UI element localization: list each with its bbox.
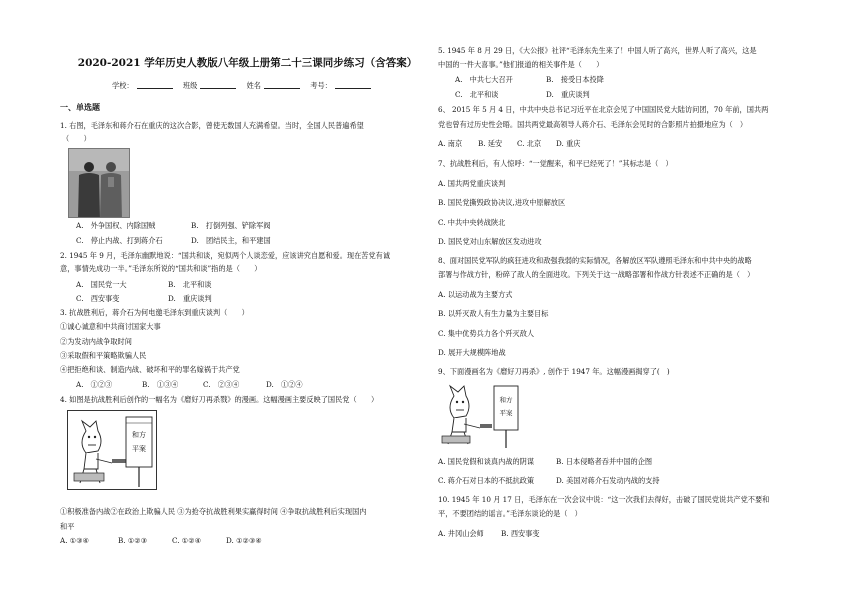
q5-option-d[interactable]: D. 重庆谈判 <box>546 90 590 99</box>
q1-stem: 1. 右图，毛泽东和蒋介石在重庆的这次合影，曾使无数国人充满希望。当时，全国人民普遍希望 <box>60 121 364 130</box>
q6-stem: 6、 2015 年 5 月 4 日，中共中央总书记习近平在北京会见了中国国民党大陆访问团，70 年前，国共两 <box>438 105 769 114</box>
school-label: 学校： <box>112 81 134 90</box>
exam-no-blank[interactable] <box>335 88 371 89</box>
q4-option-a[interactable]: A. ①③④ <box>60 536 90 545</box>
q5-option-b[interactable]: B. 接受日本投降 <box>546 75 604 84</box>
q10-option-b[interactable]: B. 西安事变 <box>501 529 540 538</box>
q9-stem: 9、下面漫画名为《磨好刀再杀》, 创作于 1947 年。这幅漫画揭穿了( ) <box>438 367 670 376</box>
q4-sign-text-2: 平案 <box>132 445 146 453</box>
q4-option-b[interactable]: B. ①②③ <box>118 536 148 545</box>
q6-option-d[interactable]: D. 重庆 <box>556 139 581 148</box>
q4-items-line2: 和平 <box>60 522 75 531</box>
q10-stem-line2: 平，不要团结的谣言。”毛泽东谈论的是（ ） <box>438 509 582 518</box>
q7-option-a[interactable]: A. 国共两党重庆谈判 <box>438 179 506 188</box>
q3-stem: 3. 抗战胜利后，蒋介石为何电邀毛泽东到重庆谈判（ ） <box>60 308 249 317</box>
q2-option-b[interactable]: B. 北平和谈 <box>168 280 212 289</box>
q3-option-c[interactable]: C. ②③④ <box>203 380 240 389</box>
q4-stem: 4. 如图是抗战胜利后创作的一幅名为《磨好刀再杀戮》的漫画。这幅漫画主要反映了国民党（ ） <box>60 395 379 404</box>
q4-option-c[interactable]: C. ①②④ <box>172 536 202 545</box>
q8-option-c[interactable]: C. 集中优势兵力各个歼灭敌人 <box>438 329 535 338</box>
section-heading: 一、单选题 <box>60 102 100 112</box>
page-title: 2020-2021 学年历史人教版八年级上册第二十三课同步练习（含答案） <box>77 57 418 69</box>
q5-stem: 5. 1945 年 8 月 29 日，《大公报》社评“毛泽东先生来了！中国人听了高兴，世界人听了高兴，这是 <box>438 46 757 55</box>
q1-option-d[interactable]: D. 团结民主，和平建国 <box>191 236 271 245</box>
q3-option-d[interactable]: D. ①②④ <box>266 380 303 389</box>
q6-option-a[interactable]: A. 南京 <box>438 139 463 148</box>
q3-item-4: ④把拒绝和谈、制造内战、破坏和平的罪名嫁祸于共产党 <box>60 365 240 374</box>
q3-item-1: ①诚心诚意和中共商讨国家大事 <box>60 322 161 331</box>
q10-stem: 10. 1945 年 10 月 17 日，毛泽东在一次会议中说：“这一次我们去得好，击破了国民党说共产党不要和 <box>438 495 770 504</box>
mao-chiang-photo <box>68 148 130 218</box>
q2-stem-line2: 意，事情先成功一半。”毛泽东所说的“国共和谈”指的是（ ） <box>60 264 262 273</box>
q5-option-a[interactable]: A. 中共七大召开 <box>455 75 513 84</box>
q8-option-d[interactable]: D. 展开大规模阵地战 <box>438 348 506 357</box>
student-info-line <box>112 81 379 90</box>
q1-option-b[interactable]: B. 打倒列强、铲除军阀 <box>191 221 271 230</box>
q9-option-b[interactable]: B. 日本侵略者吞并中国的企图 <box>556 457 653 466</box>
q9-option-c[interactable]: C. 蒋介石对日本的不抵抗政策 <box>438 476 535 485</box>
q3-item-2: ②为发动内战争取时间 <box>60 337 132 346</box>
q7-option-c[interactable]: C. 中共中央转战陕北 <box>438 218 506 227</box>
name-label: 姓名 <box>246 81 261 90</box>
q9-option-d[interactable]: D. 美国对蒋介石发动内战的支持 <box>556 476 660 485</box>
q9-sign-text-2: 平案 <box>499 409 513 417</box>
q9-cartoon <box>440 382 522 450</box>
q6-option-b[interactable]: B. 延安 <box>478 139 503 148</box>
q2-stem: 2. 1945 年 9 月，毛泽东幽默地说：“国共和谈，宛似两个人谈恋爱，应该讲究自愿和爱。现在苦党有诚 <box>60 251 391 260</box>
q2-option-d[interactable]: D. 重庆谈判 <box>168 294 212 303</box>
q8-stem: 8、面对国民党军队的疯狂进攻和敌强我弱的实际情况，各解放区军队遵照毛泽东和中共中央的战略 <box>438 256 752 265</box>
q7-option-d[interactable]: D. 国民党对山东解放区发动进攻 <box>438 237 542 246</box>
q8-option-b[interactable]: B. 以歼灭敌人有生力量为主要目标 <box>438 309 549 318</box>
q6-option-c[interactable]: C. 北京 <box>517 139 542 148</box>
q8-option-a[interactable]: A. 以运动战为主要方式 <box>438 290 513 299</box>
q3-option-b[interactable]: B. ①③④ <box>142 380 179 389</box>
class-blank[interactable] <box>200 88 236 89</box>
q5-option-c[interactable]: C. 北平和谈 <box>455 90 499 99</box>
school-blank[interactable] <box>137 88 173 89</box>
q4-sign-text-1: 和方 <box>132 431 146 439</box>
q1-option-a[interactable]: A. 外争国权、内除国贼 <box>76 221 156 230</box>
q1-stem-bracket: （ ） <box>62 134 91 143</box>
exam-no-label: 考号： <box>310 81 332 90</box>
q7-option-b[interactable]: B. 国民党撕毁政协决议,进攻中原解放区 <box>438 198 566 207</box>
q3-option-a[interactable]: A. ①②③ <box>76 380 113 389</box>
q1-option-c[interactable]: C. 停止内战、打到蒋介石 <box>76 236 163 245</box>
q2-option-a[interactable]: A. 国民党一大 <box>76 280 127 289</box>
class-label: 班级 <box>182 81 198 90</box>
name-blank[interactable] <box>264 88 300 89</box>
q4-cartoon <box>67 410 157 490</box>
q6-stem-line2: 党也曾有过历史性会晤。国共两党最高领导人蒋介石、毛泽东会见时的合影照片拍摄地应为（ ） <box>438 120 748 129</box>
q8-stem-line2: 部署与作战方针，粉碎了敌人的全面进攻。下列关于这一战略部署和作战方针表述不正确的是（ ） <box>438 270 755 279</box>
q10-option-a[interactable]: A. 井冈山会师 <box>438 529 484 538</box>
q9-sign-text-1: 和方 <box>499 396 513 404</box>
q5-stem-line2: 中国的一件大喜事。”他们报道的相关事件是（ ） <box>438 60 604 69</box>
q4-items: ①积极准备内战②在政治上欺骗人民 ③为抢夺抗战胜利果实赢得时间 ④争取抗战胜利后实现国内 <box>60 507 367 516</box>
q7-stem: 7、抗战胜利后，有人惊呼：“一觉醒来，和平已经死了！”其标志是（ ） <box>438 159 673 168</box>
q9-option-a[interactable]: A. 国民党假和谈真内战的阴谋 <box>438 457 535 466</box>
q3-item-3: ③采取假和平策略欺骗人民 <box>60 351 147 360</box>
q4-option-d[interactable]: D. ①②③④ <box>226 536 262 545</box>
q2-option-c[interactable]: C. 西安事变 <box>76 294 120 303</box>
